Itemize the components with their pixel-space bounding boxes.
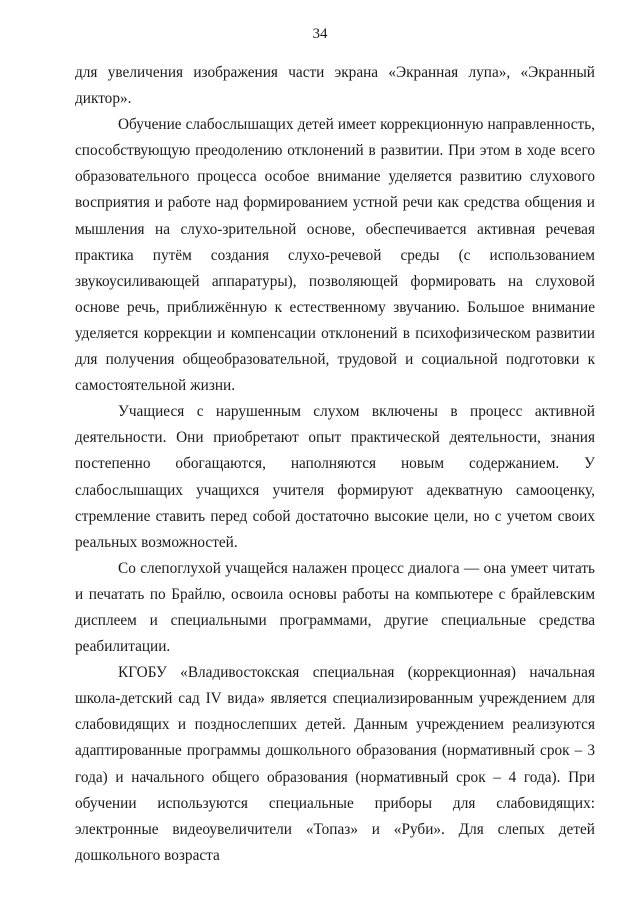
- page-number: 34: [312, 26, 328, 42]
- paragraph-continuation: для увеличения изображения части экрана «Экранная лупа», «Экранный диктор».: [75, 64, 595, 108]
- paragraph-active-learning: Учащиеся с нарушенным слухом включены в процесс активной деятельности. Они приобретают опыт практической деятельности, знания постепенно обогащаются, наполняются новым содержанием. У слабослышащих учащихся учителя формируют адекватную самооценку, стремление ставить перед собой достаточно высокие цели, но с учетом своих реальных возможностей.: [75, 403, 595, 551]
- document-body: [75, 60, 595, 869]
- paragraph-vladivostok-school: КГОБУ «Владивостокская специальная (коррекционная) начальная школа-детский сад IV вида» является специализированным учреждением для слабовидящих и позднослепших детей. Данным учреждением реализуются адаптированные программы дошкольного образования (нормативный срок – 3 года) и начального общего образования (нормативный срок – 4 года). При обучении используются специальные приборы для слабовидящих: электронные видеоувеличители «Топаз» и «Руби». Для слепых детей дошкольного возраста: [75, 664, 595, 864]
- paragraph-hearing-impaired-education: Обучение слабослышащих детей имеет коррекционную направленность, способствующую преодолению отклонений в развитии. При этом в ходе всего образовательного процесса особое внимание уделяется развитию слухового восприятия и работе над формированием устной речи как средства общения и мышления на слухо-зрительной основе, обеспечивается активная речевая практика путём создания слухо-речевой среды (с использованием звукоусиливающей аппаратуры), позволяющей формировать на слуховой основе речь, приближённую к естественному звучанию. Большое внимание уделяется коррекции и компенсации отклонений в психофизическом развитии для получения общеобразовательной, трудовой и социальной подготовки к самостоятельной жизни.: [75, 116, 595, 395]
- paragraph-deafblind-student: Со слепоглухой учащейся налажен процесс диалога — она умеет читать и печатать по Брайлю, освоила основы работы на компьютере с брайлевским дисплеем и специальными программами, другие специальные средства реабилитации.: [75, 559, 595, 656]
